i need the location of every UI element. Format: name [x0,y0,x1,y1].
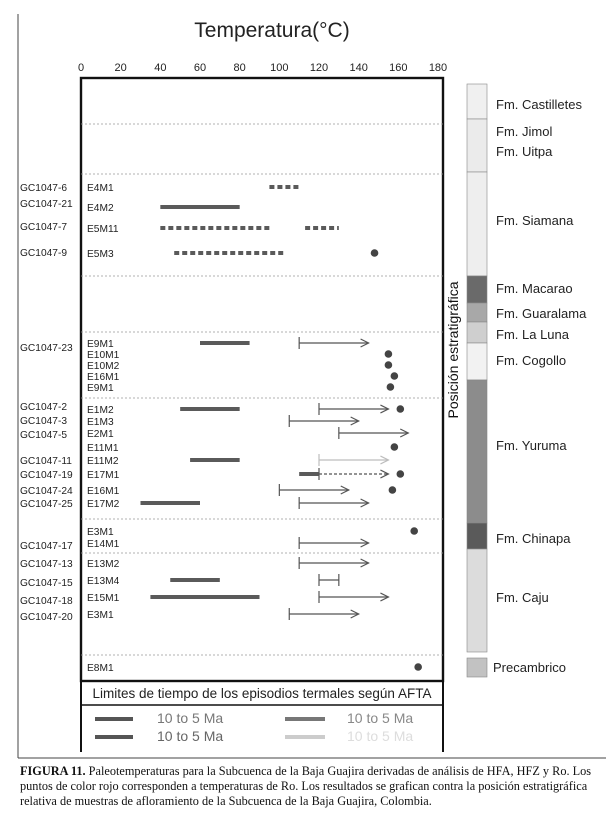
formation-block [467,658,487,677]
sample-label: E17M2 [87,499,120,510]
x-tick-label: 80 [233,62,246,74]
figure-caption [20,764,604,809]
legend-item-4: 10 to 5 Ma [347,728,414,744]
gc-sample-id: GC1047-11 [20,456,72,467]
formation-label: Fm. Jimol [496,124,553,139]
formation-label: Precambrico [493,660,566,675]
caption-text: Paleotemperaturas para la Subcuenca de la Baja Guajira derivadas de análisis de HFA, HFZ y Ro. Los puntos de color rojo corresponden a temperaturas de Ro. Los resultados se grafican contra la posición estratigráfica relativa de muestras de afloramiento de la Subcuenca de la Baja Guajira, Colombia. [20,764,592,808]
formation-block [467,119,487,172]
x-tick-label: 180 [428,62,448,74]
sample-label: E8M1 [87,663,114,674]
x-tick-label: 60 [193,62,207,74]
sample-labels [87,183,120,674]
gc-sample-id: GC1047-6 [20,183,68,194]
sample-label: E9M1 [87,339,114,350]
x-tick-label: 140 [349,62,368,74]
x-tick-label: 120 [309,62,329,74]
formation-block [467,172,487,276]
formation-label: Fm. Siamana [496,213,574,228]
sample-label: E4M2 [87,203,114,214]
gc-sample-id: GC1047-25 [20,499,73,510]
sample-label: E4M1 [87,183,114,194]
sample-label: E13M4 [87,576,120,587]
x-tick-label: 160 [389,62,408,74]
gc-sample-id: GC1047-5 [20,430,68,441]
gc-sample-labels [20,183,73,623]
gc-sample-id: GC1047-15 [20,578,73,589]
ro-temperature-point [371,249,379,257]
ro-temperature-point [414,663,422,671]
gc-sample-id: GC1047-21 [20,199,73,210]
formation-block [467,549,487,652]
sample-label: E9M1 [87,383,114,394]
x-tick-label: 0 [77,62,85,74]
ro-temperature-point [385,361,393,369]
sample-label: E11M1 [87,443,119,454]
gc-sample-id: GC1047-3 [20,416,68,427]
formation-label: Fm. La Luna [496,327,569,342]
formation-block [467,380,487,523]
sample-label: E10M1 [87,350,120,361]
gc-sample-id: GC1047-2 [20,402,68,413]
legend-item-1: 10 to 5 Ma [157,710,224,726]
sample-label: E14M1 [87,539,120,550]
formation-block [467,322,487,343]
formation-label: Fm. Guaralama [496,306,587,321]
sample-label: E16M1 [87,486,120,497]
sample-label: E5M11 [87,224,119,235]
gc-sample-id: GC1047-13 [20,559,73,570]
formation-label: Fm. Cogollo [496,353,567,368]
gc-sample-id: GC1047-19 [20,470,73,481]
gc-sample-id: GC1047-18 [20,596,73,607]
stratigraphic-axis-label: Posición estratigráfica [445,281,461,419]
ro-temperature-point [391,443,399,451]
sample-label: E1M3 [87,417,114,428]
ro-temperature-point [397,405,405,413]
x-tick-label: 40 [154,62,167,74]
gc-sample-id: GC1047-24 [20,486,73,497]
gc-sample-id: GC1047-7 [20,222,68,233]
caption-label: FIGURA 11. [20,764,86,778]
ro-temperature-point [387,383,395,391]
x-axis-ticks [78,62,447,74]
sample-label: E11M2 [87,456,119,467]
formation-block [467,343,487,380]
plot-frame [81,78,443,681]
formation-label: Fm. Macarao [496,281,573,296]
formation-block [467,84,487,119]
sample-label: E3M1 [87,527,114,538]
formation-label: Fm. Castilletes [496,97,582,112]
sample-label: E15M1 [87,593,120,604]
gc-sample-id: GC1047-9 [20,248,68,259]
legend-item-3: 10 to 5 Ma [157,728,224,744]
sample-label: E16M1 [87,372,120,383]
ro-temperature-point [410,527,418,535]
sample-label: E10M2 [87,361,120,372]
sample-label: E5M3 [87,249,114,260]
formation-label: Fm. Uitpa [496,144,553,159]
formation-block [467,276,487,303]
sample-label: E17M1 [87,470,120,481]
legend-item-2: 10 to 5 Ma [347,710,414,726]
ro-temperature-point [389,486,397,494]
formation-block [467,303,487,322]
formation-label: Fm. Yuruma [496,438,567,453]
sample-label: E1M2 [87,405,114,416]
sample-label: E2M1 [87,429,114,440]
formation-label: Fm. Caju [496,590,549,605]
x-tick-label: 100 [270,62,289,74]
gc-sample-id: GC1047-20 [20,612,73,623]
chart-title: Temperatura(°C) [194,19,350,42]
formation-label: Fm. Chinapa [496,531,571,546]
sample-label: E13M2 [87,559,120,570]
ro-temperature-point [397,470,405,478]
stratigraphic-column [467,84,587,677]
gc-sample-id: GC1047-17 [20,541,73,552]
legend-title: Limites de tiempo de los episodios termales según AFTA [92,686,432,701]
chart-marks [141,187,422,671]
sample-label: E3M1 [87,610,114,621]
ro-temperature-point [385,350,393,358]
x-tick-label: 20 [114,62,127,74]
formation-block [467,523,487,549]
gc-sample-id: GC1047-23 [20,343,73,354]
ro-temperature-point [391,372,399,380]
